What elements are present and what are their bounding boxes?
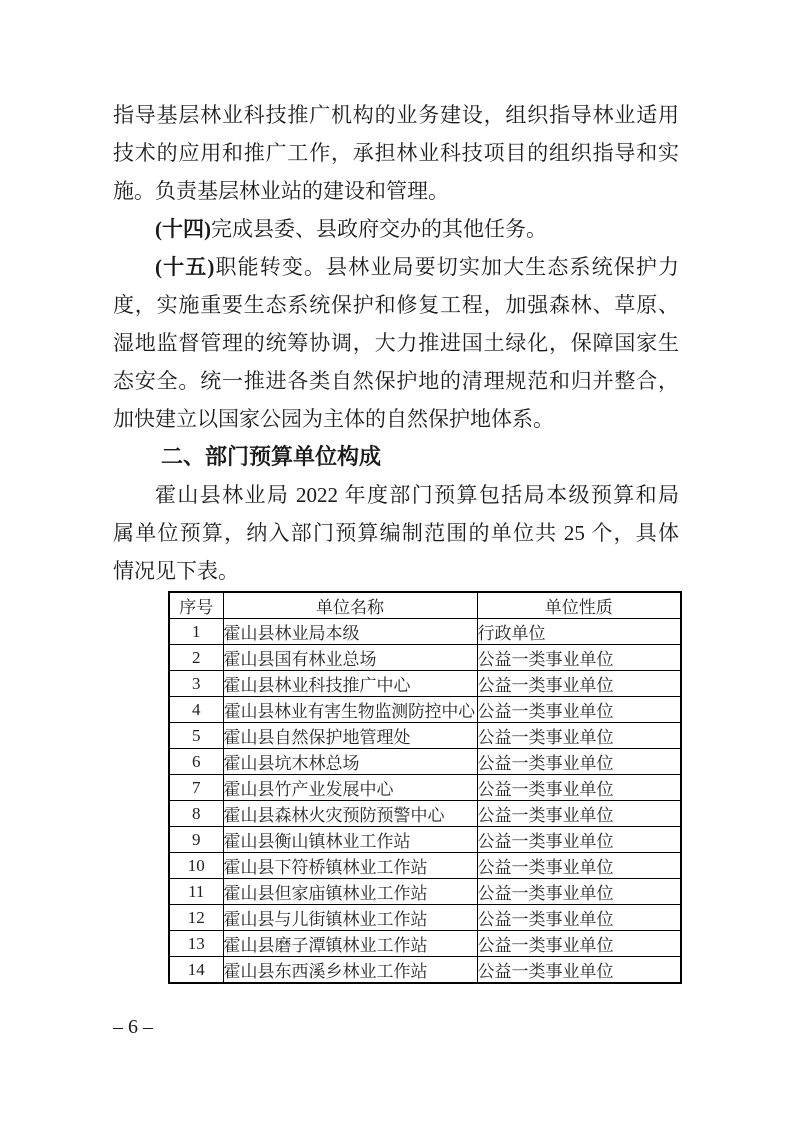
table-row [169, 905, 681, 931]
page-number: – 6 – [113, 1016, 153, 1038]
units-table [168, 591, 682, 984]
unit-name: 霍山县林业局本级 [223, 624, 360, 643]
section-heading: 二、部门预算单位构成 [161, 444, 382, 469]
text-line [113, 552, 679, 590]
header-name: 单位名称 [223, 592, 477, 619]
cell-type: 公益一类事业单位 [477, 853, 681, 879]
cell-type: 公益一类事业单位 [477, 879, 681, 905]
unit-name: 霍山县与儿街镇林业工作站 [223, 910, 428, 929]
header-type: 单位性质 [477, 592, 681, 619]
cell-name [223, 827, 477, 853]
unit-name: 霍山县竹产业发展中心 [223, 780, 394, 799]
cell-name [223, 645, 477, 671]
cell-no: 7 [169, 775, 223, 801]
unit-name: 霍山县但家庙镇林业工作站 [223, 884, 428, 903]
unit-name: 霍山县坑木林总场 [223, 754, 360, 773]
text-run: 霍山县林业局 2022 年度部门预算包括局本级预算和局 [155, 483, 679, 507]
text-line [113, 514, 679, 552]
text-run: 完成县委、县政府交办的其他任务。 [211, 217, 547, 241]
cell-name [223, 775, 477, 801]
cell-name [223, 879, 477, 905]
cell-name [223, 905, 477, 931]
text-line [113, 172, 679, 210]
text-run: 态安全。统一推进各类自然保护地的清理规范和归并整合， [113, 369, 679, 393]
cell-type: 行政单位 [477, 619, 681, 645]
cell-no: 10 [169, 853, 223, 879]
bold-run: (十五) [155, 255, 215, 279]
cell-no: 6 [169, 749, 223, 775]
cell-type: 公益一类事业单位 [477, 827, 681, 853]
table-row [169, 931, 681, 957]
cell-name [223, 619, 477, 645]
unit-name: 霍山县自然保护地管理处 [223, 728, 411, 747]
unit-name: 霍山县林业有害生物监测防控中心 [223, 702, 475, 721]
cell-no: 9 [169, 827, 223, 853]
cell-no: 11 [169, 879, 223, 905]
cell-name [223, 931, 477, 957]
cell-name [223, 801, 477, 827]
unit-name: 霍山县东西溪乡林业工作站 [223, 962, 428, 981]
cell-type: 公益一类事业单位 [477, 931, 681, 957]
unit-name: 霍山县国有林业总场 [223, 650, 377, 669]
table-row [169, 957, 681, 984]
unit-name: 霍山县森林火灾预防预警中心 [223, 806, 445, 825]
cell-type: 公益一类事业单位 [477, 749, 681, 775]
cell-name [223, 749, 477, 775]
text-line [113, 210, 679, 248]
unit-name: 霍山县下符桥镇林业工作站 [223, 858, 428, 877]
cell-no: 1 [169, 619, 223, 645]
cell-no: 8 [169, 801, 223, 827]
cell-name [223, 957, 477, 984]
text-run: 指导基层林业科技推广机构的业务建设，组织指导林业适用 [113, 103, 679, 127]
text-line [113, 324, 679, 362]
text-line [113, 400, 679, 438]
cell-type: 公益一类事业单位 [477, 723, 681, 749]
cell-type: 公益一类事业单位 [477, 645, 681, 671]
table-row [169, 827, 681, 853]
text-run: 情况见下表。 [113, 559, 239, 583]
cell-name [223, 853, 477, 879]
table-row [169, 749, 681, 775]
text-run: 湿地监督管理的统筹协调，大力推进国土绿化，保障国家生 [113, 331, 679, 355]
cell-type: 公益一类事业单位 [477, 775, 681, 801]
table-row [169, 775, 681, 801]
header-no: 序号 [169, 592, 223, 619]
unit-name: 霍山县磨子潭镇林业工作站 [223, 936, 428, 955]
table-row [169, 697, 681, 723]
cell-no: 12 [169, 905, 223, 931]
cell-no: 4 [169, 697, 223, 723]
cell-type: 公益一类事业单位 [477, 801, 681, 827]
text-line [113, 476, 679, 514]
cell-no: 5 [169, 723, 223, 749]
cell-type: 公益一类事业单位 [477, 957, 681, 984]
cell-name [223, 671, 477, 697]
table-row [169, 853, 681, 879]
unit-name: 霍山县林业科技推广中心 [223, 676, 411, 695]
text-line [113, 286, 679, 324]
cell-name [223, 697, 477, 723]
table-row [169, 619, 681, 645]
text-run: 属单位预算，纳入部门预算编制范围的单位共 25 个，具体 [113, 521, 679, 545]
table-row [169, 723, 681, 749]
cell-no: 14 [169, 957, 223, 984]
text-run: 技术的应用和推广工作，承担林业科技项目的组织指导和实 [113, 141, 679, 165]
cell-type: 公益一类事业单位 [477, 671, 681, 697]
table-row [169, 645, 681, 671]
cell-no: 13 [169, 931, 223, 957]
cell-type: 公益一类事业单位 [477, 905, 681, 931]
body-text [113, 96, 679, 590]
table-header-row [169, 592, 681, 619]
text-run: 施。负责基层林业站的建设和管理。 [113, 179, 449, 203]
table-row [169, 801, 681, 827]
text-line [113, 134, 679, 172]
text-run: 职能转变。县林业局要切实加大生态系统保护力 [214, 255, 679, 279]
table-row [169, 671, 681, 697]
cell-no: 3 [169, 671, 223, 697]
text-run: 度，实施重要生态系统保护和修复工程，加强森林、草原、 [113, 293, 679, 317]
text-run: 加快建立以国家公园为主体的自然保护地体系。 [113, 407, 554, 431]
text-line [113, 362, 679, 400]
cell-no: 2 [169, 645, 223, 671]
bold-run: (十四) [155, 217, 211, 241]
unit-name: 霍山县衡山镇林业工作站 [223, 832, 411, 851]
cell-name [223, 723, 477, 749]
text-line [113, 248, 679, 286]
text-line [113, 96, 679, 134]
table-row [169, 879, 681, 905]
cell-type: 公益一类事业单位 [477, 697, 681, 723]
